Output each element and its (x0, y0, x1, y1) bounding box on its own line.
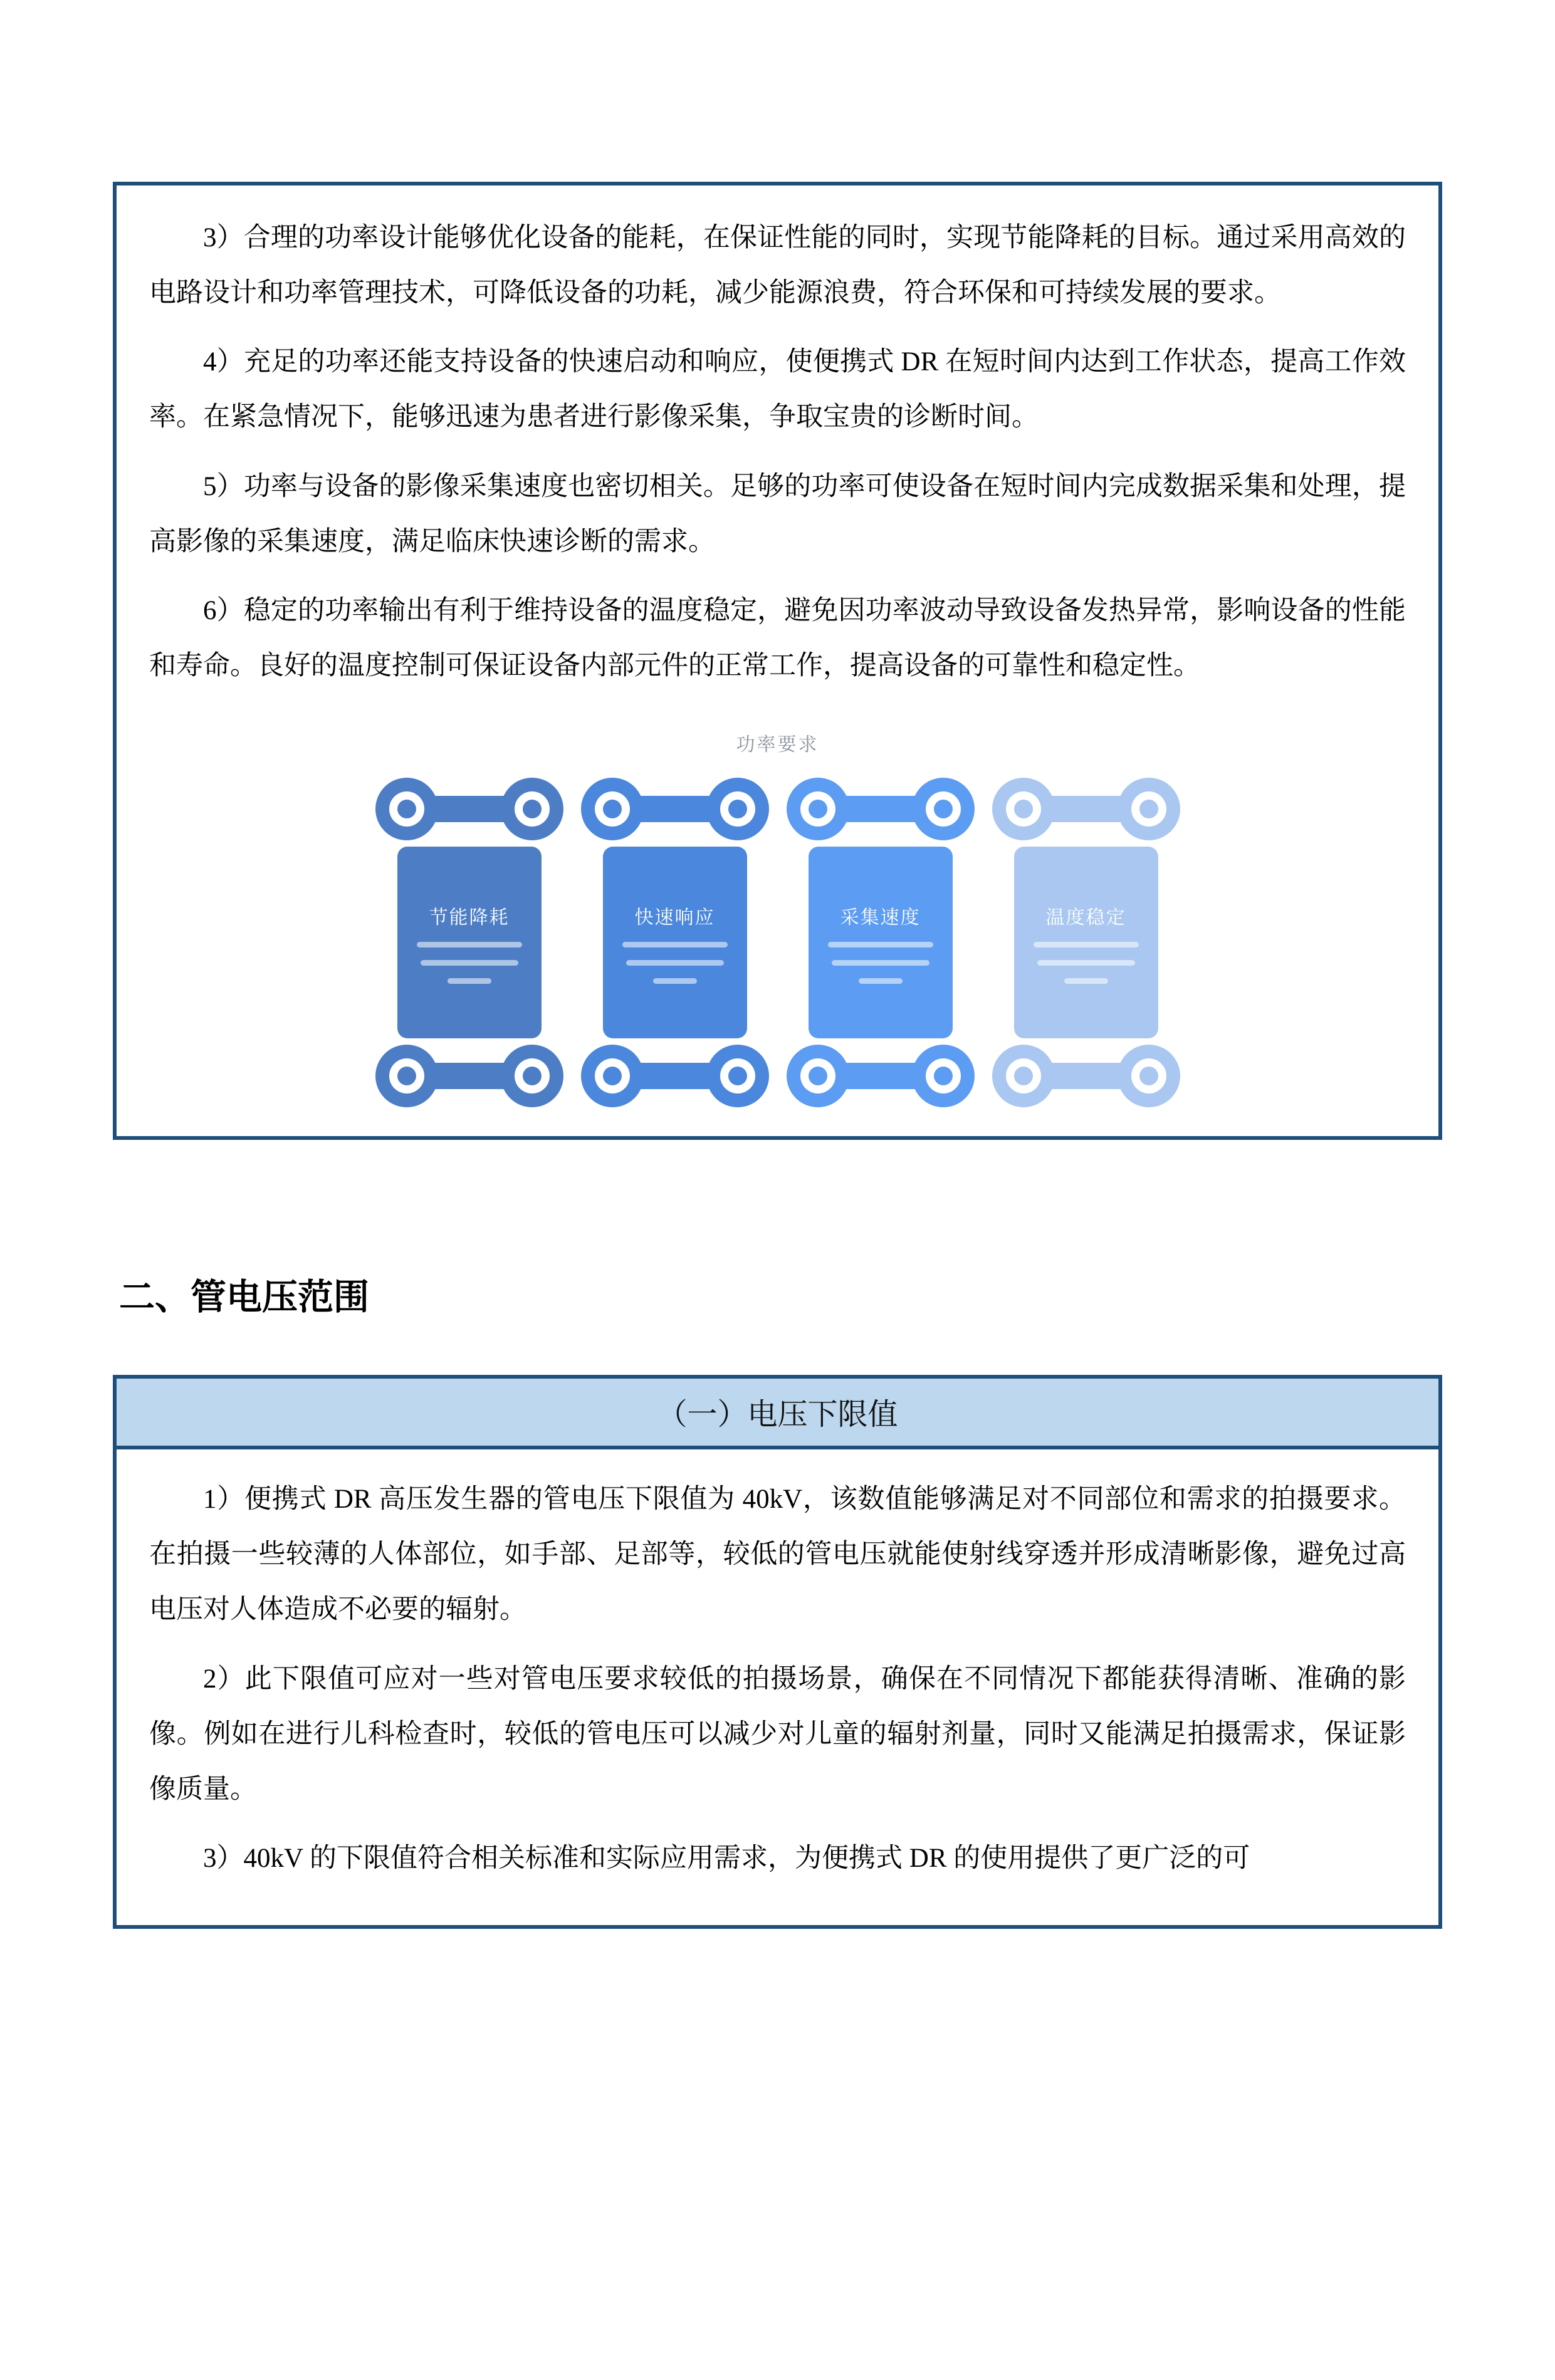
spool-text-line (828, 942, 933, 947)
spool-bottom-left-circle-icon (581, 1045, 644, 1107)
spool-bottom-right-circle-icon (501, 1045, 563, 1107)
voltage-lower-limit-header: （一）电压下限值 (117, 1379, 1438, 1449)
spool-top-right-circle-icon (706, 778, 769, 840)
spool-bottom-right-circle-icon (706, 1045, 769, 1107)
spool-bottom-left-circle-icon (375, 1045, 438, 1107)
spool-top-cap (992, 778, 1180, 840)
paragraph-power-4: 4）充足的功率还能支持设备的快速启动和响应，使便携式 DR 在短时间内达到工作状态，提高工作效率。在紧急情况下，能够迅速为患者进行影像采集，争取宝贵的诊断时间。 (149, 347, 1406, 432)
spool-text-line (859, 978, 903, 984)
spool-text-line (622, 942, 728, 947)
spool-text-line (653, 978, 697, 984)
voltage-lower-limit-body (117, 1449, 1438, 1925)
spool-top-left-circle-icon (375, 778, 438, 840)
spool-top-left-circle-icon (581, 778, 644, 840)
spool-top-cap (581, 778, 769, 840)
paragraph-voltage-3: 3）40kV 的下限值符合相关标准和实际应用需求，为便携式 DR 的使用提供了更广泛的可 (203, 1843, 1250, 1873)
spool-text-line (448, 978, 491, 984)
spool-body (397, 847, 542, 1038)
diagram-spool-3 (787, 778, 975, 1107)
spool-bottom-cap (787, 1045, 975, 1107)
spool-bottom-cap (992, 1045, 1180, 1107)
spool-bottom-left-circle-icon (992, 1045, 1055, 1107)
diagram-columns (149, 778, 1406, 1107)
spool-top-cap (375, 778, 563, 840)
diagram-spool-2 (581, 778, 769, 1107)
spool-top-left-circle-icon (992, 778, 1055, 840)
paragraph-power-3: 3）合理的功率设计能够优化设备的能耗，在保证性能的同时，实现节能降耗的目标。通过采用高效的电路设计和功率管理技术，可降低设备的功耗，减少能源浪费，符合环保和可持续发展的要求。 (149, 223, 1406, 308)
voltage-lower-limit-box (113, 1375, 1442, 1929)
spool-bottom-right-circle-icon (1118, 1045, 1180, 1107)
spool-body (603, 847, 747, 1038)
spool-body (1014, 847, 1158, 1038)
paragraph-voltage-1: 1）便携式 DR 高压发生器的管电压下限值为 40kV，该数值能够满足对不同部位和需求的拍摄要求。在拍摄一些较薄的人体部位，如手部、足部等，较低的管电压就能使射线穿透并形成清晰影像，避免过高电压对人体造成不必要的辐射。 (149, 1485, 1406, 1625)
power-requirements-diagram (149, 729, 1406, 1107)
section-heading-tube-voltage: 二、管电压范围 (119, 1278, 369, 1318)
spool-top-cap (787, 778, 975, 840)
spool-body (809, 847, 953, 1038)
spool-top-right-circle-icon (501, 778, 563, 840)
diagram-spool-1 (375, 778, 563, 1107)
document-page (0, 182, 1555, 2380)
spool-text-line (417, 942, 522, 947)
spool-bottom-right-circle-icon (912, 1045, 975, 1107)
paragraph-power-6: 6）稳定的功率输出有利于维持设备的温度稳定，避免因功率波动导致设备发热异常，影响设备的性能和寿命。良好的温度控制可保证设备内部元件的正常工作，提高设备的可靠性和稳定性。 (149, 595, 1406, 681)
spool-bottom-left-circle-icon (787, 1045, 849, 1107)
diagram-title: 功率要求 (736, 734, 819, 756)
spool-label: 节能降耗 (429, 907, 510, 928)
power-requirements-box (113, 182, 1442, 1140)
spool-label: 快速响应 (634, 907, 715, 928)
spool-top-left-circle-icon (787, 778, 849, 840)
spool-bottom-cap (375, 1045, 563, 1107)
spool-text-line (626, 960, 724, 966)
spool-text-line (832, 960, 929, 966)
spool-label: 温度稳定 (1045, 907, 1126, 928)
spool-text-line (1037, 960, 1135, 966)
spool-text-line (421, 960, 518, 966)
spool-top-right-circle-icon (1118, 778, 1180, 840)
paragraph-voltage-2: 2）此下限值可应对一些对管电压要求较低的拍摄场景，确保在不同情况下都能获得清晰、准确的影像。例如在进行儿科检查时，较低的管电压可以减少对儿童的辐射剂量，同时又能满足拍摄需求，保证影像质量。 (149, 1664, 1406, 1804)
spool-top-right-circle-icon (912, 778, 975, 840)
spool-bottom-cap (581, 1045, 769, 1107)
spool-label: 采集速度 (840, 907, 921, 928)
diagram-spool-4 (992, 778, 1180, 1107)
paragraph-power-5: 5）功率与设备的影像采集速度也密切相关。足够的功率可使设备在短时间内完成数据采集和处理，提高影像的采集速度，满足临床快速诊断的需求。 (149, 471, 1406, 556)
spool-text-line (1034, 942, 1139, 947)
spool-text-line (1064, 978, 1108, 984)
